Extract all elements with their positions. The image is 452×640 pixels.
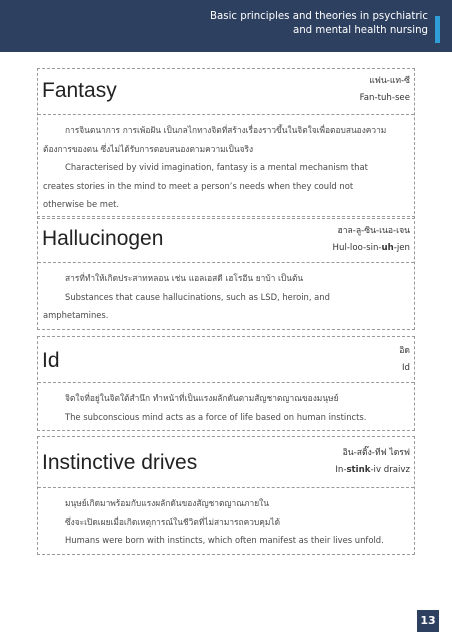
header-title-line-1: Basic principles and theories in psychiatric bbox=[210, 11, 428, 22]
entry-definition bbox=[38, 263, 414, 329]
definition-thai-line: การจินตนาการ การเพ้อฝัน เป็นกลไกทางจิตที่สร้างเรื่องราวขึ้นในจิตใจเพื่อตอบสนองความ bbox=[65, 125, 387, 135]
entry-head bbox=[38, 69, 414, 115]
page-number: 13 bbox=[417, 610, 439, 632]
definition-english-line: amphetamines. bbox=[43, 310, 109, 320]
definition-english-line: Characterised by vivid imagination, fantasy is a mental mechanism that bbox=[65, 162, 368, 172]
entry-head bbox=[38, 217, 414, 263]
definition-english-line: Substances that cause hallucinations, such as LSD, heroin, and bbox=[65, 291, 330, 302]
entry-term: Hallucinogen bbox=[42, 227, 164, 250]
definition-english-line: Humans were born with instincts, which often manifest as their lives unfold. bbox=[65, 535, 384, 545]
glossary-entry-instinctive-drives bbox=[37, 436, 415, 555]
definition-english-line: creates stories in the mind to meet a person’s needs when they could not bbox=[43, 180, 354, 191]
entry-definition bbox=[38, 488, 414, 554]
definition-english-line: The subconscious mind acts as a force of life based on human instincts. bbox=[65, 411, 367, 422]
entry-head bbox=[38, 337, 414, 383]
definition-thai-line: สารที่ทำให้เกิดประสาทหลอน เช่น แอลเอสดี เฮโรอีน ยาบ้า เป็นต้น bbox=[65, 273, 304, 283]
header-title-line-2: and mental health nursing bbox=[292, 25, 428, 36]
pronunciation-roman: In-stink-iv draivz bbox=[335, 465, 410, 475]
header-accent-bar bbox=[435, 16, 440, 43]
header-title bbox=[108, 10, 428, 38]
pronunciation-thai: อิน-สติ๊ง-ทีฟ ไดรฟ bbox=[342, 448, 410, 458]
definition-thai-line: ซึ่งจะเปิดเผยเมื่อเกิดเหตุการณ์ในชีวิตที่ไม่สามารถควบคุมได้ bbox=[65, 516, 281, 527]
pronunciation-roman: Id bbox=[402, 363, 410, 373]
pronunciation-thai: อิด bbox=[399, 346, 410, 356]
entry-head bbox=[38, 437, 414, 488]
pronunciation-thai: ฮาล-ลู-ซิน-เนอ-เจน bbox=[337, 226, 410, 236]
entry-term: Fantasy bbox=[42, 79, 117, 102]
page-header bbox=[0, 0, 452, 52]
entry-pronunciation bbox=[360, 73, 410, 107]
glossary-entry-id bbox=[37, 336, 415, 431]
definition-thai-line: ต้องการของตน ซึ่งไม่ได้รับการตอบสนองตามความเป็นจริง bbox=[43, 143, 254, 154]
entry-pronunciation bbox=[399, 343, 410, 377]
entry-term: Instinctive drives bbox=[42, 451, 198, 474]
definition-english-line: otherwise be met. bbox=[43, 199, 120, 209]
definition-thai-line: จิตใจที่อยู่ในจิตใต้สำนึก ทำหน้าที่เป็นแรงผลักดันตามสัญชาตญาณของมนุษย์ bbox=[65, 393, 339, 403]
entry-term: Id bbox=[42, 349, 60, 372]
pronunciation-roman: Hul-loo-sin-uh-jen bbox=[332, 243, 410, 253]
entry-pronunciation bbox=[333, 223, 410, 257]
glossary-entry-hallucinogen bbox=[37, 216, 415, 330]
entry-definition bbox=[38, 383, 414, 430]
entry-pronunciation bbox=[335, 445, 410, 479]
pronunciation-thai: แฟน-แท-ซี bbox=[369, 76, 410, 86]
definition-thai-line: มนุษย์เกิดมาพร้อมกับแรงผลักดันของสัญชาตญาณภายใน bbox=[65, 498, 269, 508]
entry-definition bbox=[38, 115, 414, 218]
pronunciation-roman: Fan-tuh-see bbox=[359, 93, 410, 103]
glossary-entry-fantasy bbox=[37, 68, 415, 219]
